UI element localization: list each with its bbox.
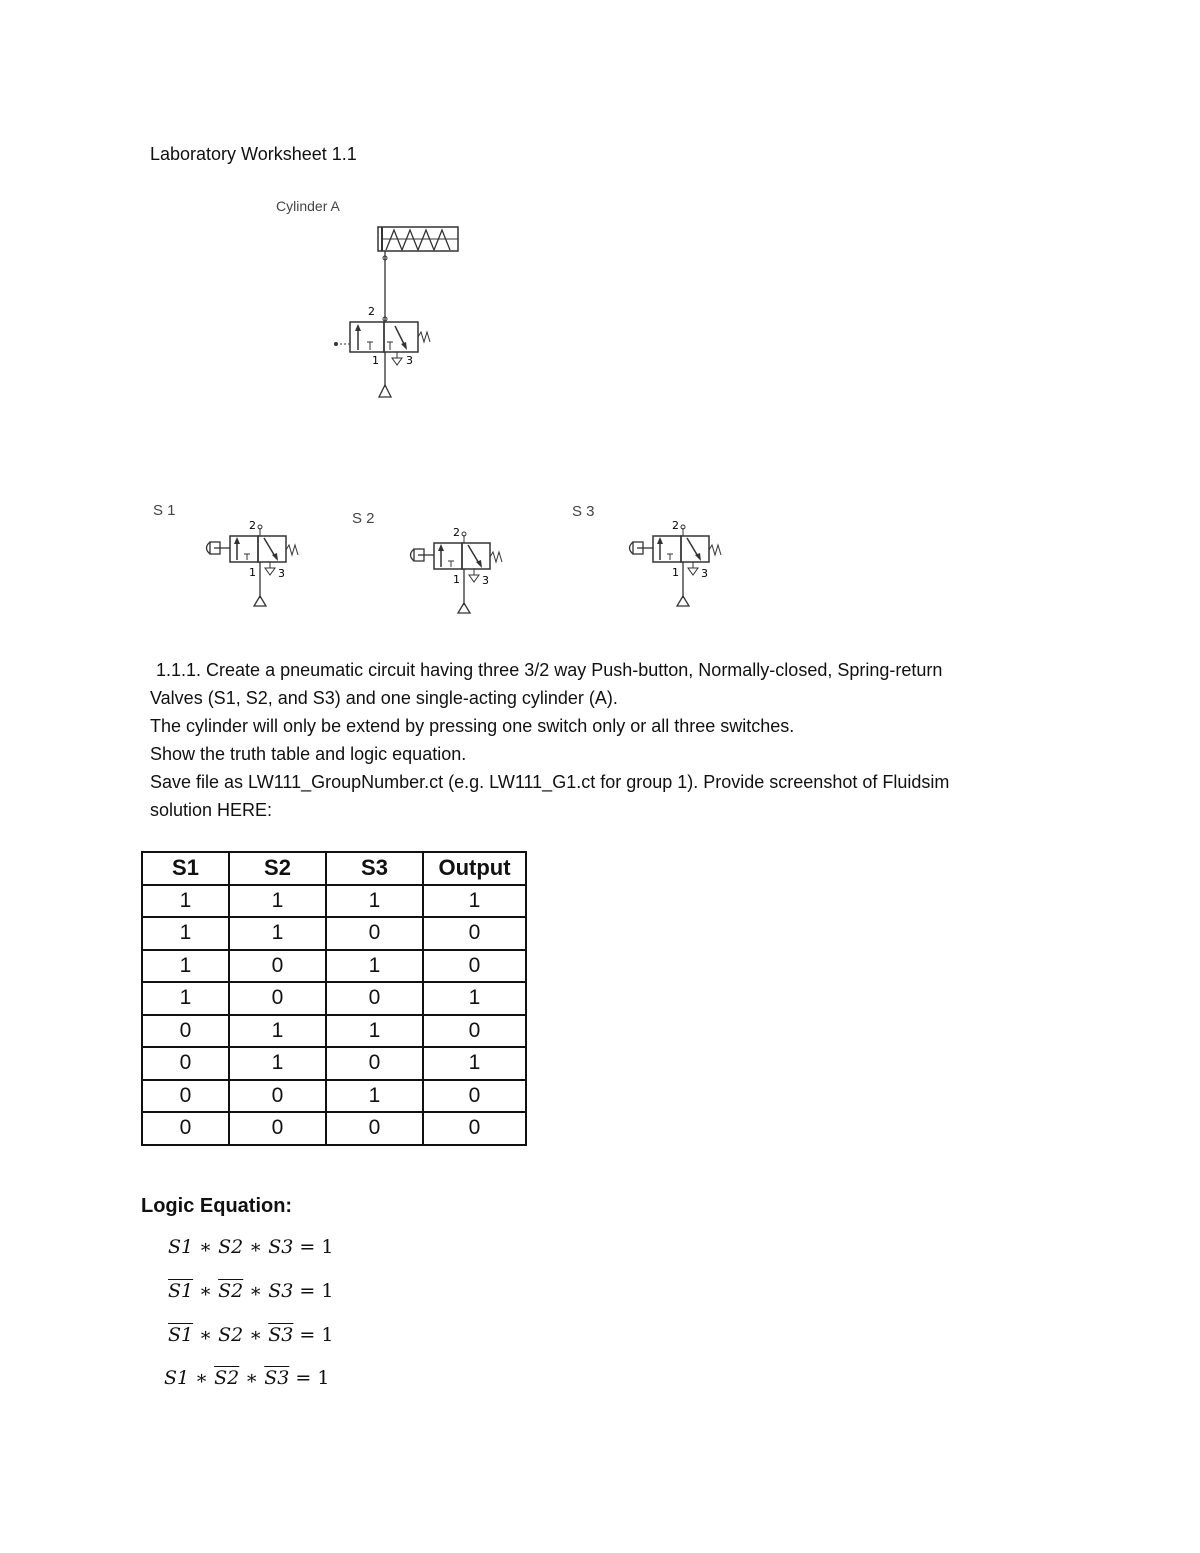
table-cell: 1	[142, 950, 229, 983]
switch-s1-label: S 1	[153, 502, 176, 519]
header-s3: S3	[326, 852, 423, 885]
table-cell: 0	[423, 917, 526, 950]
equation-operator: ∗	[249, 1324, 263, 1346]
table-cell: 0	[423, 1015, 526, 1048]
task-description	[150, 656, 1050, 824]
svg-text:2: 2	[672, 519, 679, 532]
table-cell: 1	[229, 885, 326, 918]
task-line-1: 1.1.1. Create a pneumatic circuit having three 3/2 way Push-button, Normally-closed, Spring-return	[156, 660, 943, 680]
equation-term: S1	[168, 1324, 194, 1346]
svg-text:1: 1	[453, 573, 460, 586]
equation-result: = 1	[299, 1324, 334, 1346]
svg-text:3: 3	[278, 567, 285, 580]
table-row	[142, 1080, 526, 1113]
equation-operator: ∗	[249, 1280, 263, 1302]
task-line-3: The cylinder will only be extend by pressing one switch only or all three switches.	[150, 716, 795, 736]
equation-operator: ∗	[245, 1367, 259, 1389]
logic-equation-title: Logic Equation:	[141, 1195, 293, 1217]
table-cell: 0	[142, 1080, 229, 1113]
equation-term: S3	[264, 1367, 290, 1389]
table-cell: 0	[229, 982, 326, 1015]
table-cell: 0	[423, 1080, 526, 1113]
table-cell: 1	[326, 1015, 423, 1048]
cylinder-label: Cylinder A	[276, 198, 340, 214]
table-cell: 1	[423, 982, 526, 1015]
table-row	[142, 982, 526, 1015]
table-cell: 1	[423, 1047, 526, 1080]
logic-equation	[164, 1367, 329, 1389]
equation-result: = 1	[295, 1367, 330, 1389]
truth-table-header	[142, 852, 526, 885]
port-1-label: 1	[372, 354, 379, 367]
equation-operator: ∗	[199, 1236, 213, 1258]
table-row	[142, 917, 526, 950]
truth-table	[141, 851, 527, 1146]
equation-term: S2	[214, 1367, 240, 1389]
svg-text:3: 3	[482, 574, 489, 587]
table-row	[142, 1047, 526, 1080]
equation-term: S3	[268, 1324, 294, 1346]
svg-text:1: 1	[249, 566, 256, 579]
switch-s1-valve	[200, 518, 320, 618]
table-cell: 1	[229, 1015, 326, 1048]
table-cell: 0	[229, 1080, 326, 1113]
svg-text:1: 1	[672, 566, 679, 579]
table-cell: 0	[142, 1047, 229, 1080]
table-cell: 0	[142, 1015, 229, 1048]
task-line-4: Show the truth table and logic equation.	[150, 744, 467, 764]
equation-term: S2	[218, 1236, 244, 1258]
equation-term: S3	[268, 1236, 294, 1258]
equation-term: S2	[218, 1280, 244, 1302]
svg-text:3: 3	[701, 567, 708, 580]
table-cell: 1	[326, 885, 423, 918]
task-line-5: Save file as LW111_GroupNumber.ct (e.g. LW111_G1.ct for group 1). Provide screenshot of Fluidsim	[150, 772, 950, 792]
table-cell: 1	[229, 917, 326, 950]
header-s2: S2	[229, 852, 326, 885]
table-cell: 1	[142, 917, 229, 950]
table-cell: 0	[229, 950, 326, 983]
header-output: Output	[423, 852, 526, 885]
equation-result: = 1	[299, 1236, 334, 1258]
switch-s3-valve	[623, 518, 743, 618]
table-row	[142, 885, 526, 918]
svg-text:2: 2	[249, 519, 256, 532]
table-cell: 0	[142, 1112, 229, 1145]
port-2-label: 2	[368, 305, 375, 318]
equation-result: = 1	[299, 1280, 334, 1302]
equation-term: S1	[164, 1367, 190, 1389]
equation-operator: ∗	[249, 1236, 263, 1258]
table-cell: 1	[142, 885, 229, 918]
header-s1: S1	[142, 852, 229, 885]
switch-s2-valve	[404, 525, 524, 625]
switch-s2-label: S 2	[352, 510, 375, 527]
table-cell: 1	[326, 950, 423, 983]
table-cell: 0	[326, 1047, 423, 1080]
equation-operator: ∗	[199, 1280, 213, 1302]
equation-term: S3	[268, 1280, 294, 1302]
table-cell: 1	[142, 982, 229, 1015]
table-cell: 0	[229, 1112, 326, 1145]
equation-term: S1	[168, 1236, 194, 1258]
table-cell: 0	[326, 1112, 423, 1145]
logic-equation	[168, 1324, 333, 1346]
logic-equation	[168, 1236, 333, 1258]
table-cell: 0	[423, 950, 526, 983]
logic-equation	[168, 1280, 333, 1302]
table-row	[142, 1015, 526, 1048]
equation-term: S2	[218, 1324, 244, 1346]
table-row	[142, 950, 526, 983]
table-cell: 1	[423, 885, 526, 918]
cylinder-a-diagram	[320, 222, 520, 422]
equation-term: S1	[168, 1280, 194, 1302]
equation-operator: ∗	[199, 1324, 213, 1346]
task-line-6: solution HERE:	[150, 800, 273, 820]
port-3-label: 3	[406, 354, 413, 367]
page-title: Laboratory Worksheet 1.1	[150, 144, 357, 164]
table-cell: 0	[326, 917, 423, 950]
task-line-2: Valves (S1, S2, and S3) and one single-acting cylinder (A).	[150, 688, 618, 708]
table-cell: 0	[326, 982, 423, 1015]
table-row	[142, 1112, 526, 1145]
svg-text:2: 2	[453, 526, 460, 539]
switch-s3-label: S 3	[572, 503, 595, 520]
table-cell: 1	[229, 1047, 326, 1080]
table-cell: 0	[423, 1112, 526, 1145]
table-cell: 1	[326, 1080, 423, 1113]
equation-operator: ∗	[195, 1367, 209, 1389]
